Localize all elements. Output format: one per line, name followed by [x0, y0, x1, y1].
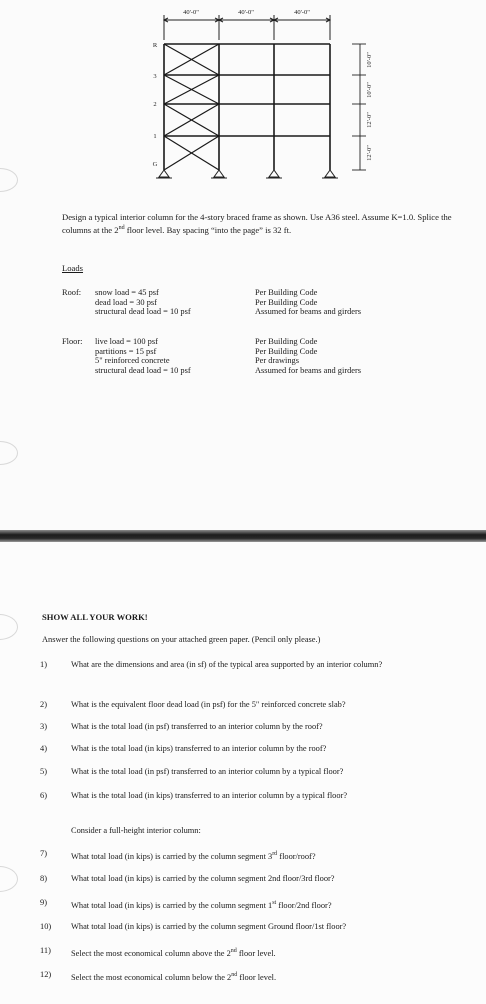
floor-load-items: [95, 337, 191, 375]
x-bracing: [164, 44, 219, 170]
load-source: Per Building Code: [255, 297, 318, 307]
question-text: What is the total load (in psf) transferred to an interior column by the roof?: [71, 722, 323, 731]
story-height-label: 12'-0": [366, 145, 373, 161]
question-number: 5): [40, 767, 47, 776]
roof-load-items: [95, 288, 191, 317]
question-text: What total load (in kips) is carried by the column segment 1st floor/2nd floor?: [71, 900, 332, 910]
load-item: partitions = 15 psf: [95, 346, 157, 356]
level-label: 1: [153, 133, 157, 140]
question-text: What total load (in kips) is carried by the column segment 3rd floor/roof?: [71, 851, 316, 861]
question-text: What total load (in kips) is carried by the column segment Ground floor/1st floor?: [71, 922, 347, 931]
floor-loads: [62, 337, 462, 379]
load-item: live load = 100 psf: [95, 337, 158, 346]
question-number: 2): [40, 700, 47, 709]
question-text: What is the total load (in kips) transferred to an interior column by a typical floor?: [71, 791, 348, 800]
question-text: What is the equivalent floor dead load (in psf) for the 5" reinforced concrete slab?: [71, 700, 346, 709]
question-number: 6): [40, 791, 47, 800]
floor-load-sources: [255, 337, 362, 375]
load-item: 5" reinforced concrete: [95, 356, 170, 366]
question-number: 12): [40, 970, 52, 979]
bay-label: 40'-0": [294, 9, 310, 16]
problem-statement: Design a typical interior column for the 4-story braced frame as shown. Use A36 steel. Assume K=1.0. Splice the columns at the 2nd floor level. Bay spacing “into the page” is 32 ft.: [62, 212, 452, 235]
pin-supports: [156, 170, 338, 178]
level-label: 3: [153, 73, 157, 80]
question-number: 4): [40, 744, 47, 753]
question-number: 3): [40, 722, 47, 731]
page-divider: [0, 530, 486, 542]
loads-heading: Loads: [62, 263, 84, 273]
question-number: 10): [40, 922, 52, 931]
load-source: Per Building Code: [255, 346, 318, 356]
floor-label: Floor:: [62, 337, 83, 346]
question-text: What are the dimensions and area (in sf) of the typical area supported by an interior column?: [71, 660, 383, 669]
scan-mark: [0, 614, 18, 640]
load-item: structural dead load = 10 psf: [95, 365, 191, 375]
scan-mark: [0, 441, 18, 465]
bay-label: 40'-0": [238, 9, 254, 16]
load-source: Assumed for beams and girders: [255, 365, 362, 375]
load-item: snow load = 45 psf: [95, 288, 159, 297]
question-text: What is the total load (in psf) transferred to an interior column by a typical floor?: [71, 767, 344, 776]
scan-mark: [0, 866, 18, 892]
load-source: Per Building Code: [255, 337, 318, 346]
level-label: 2: [153, 101, 157, 108]
story-height-label: 12'-0": [366, 112, 373, 128]
bay-label: 40'-0": [183, 9, 199, 16]
roof-loads: [62, 288, 462, 320]
show-work-heading: SHOW ALL YOUR WORK!: [42, 612, 148, 622]
load-source: Per drawings: [255, 356, 299, 366]
question-text: What total load (in kips) is carried by the column segment 2nd floor/3rd floor?: [71, 874, 335, 883]
load-source: Per Building Code: [255, 288, 318, 297]
question-text: Select the most economical column above the 2nd floor level.: [71, 948, 276, 958]
load-item: structural dead load = 10 psf: [95, 307, 191, 317]
story-height-label: 10'-0": [366, 82, 373, 98]
question-text: What is the total load (in kips) transferred to an interior column by the roof?: [71, 744, 327, 753]
braced-frame-figure: [0, 0, 486, 200]
consider-note: Consider a full-height interior column:: [71, 826, 201, 835]
level-label: G: [152, 161, 158, 168]
load-source: Assumed for beams and girders: [255, 307, 362, 317]
story-height-label: 10'-0": [366, 52, 373, 68]
question-number: 9): [40, 898, 47, 907]
question-number: 8): [40, 874, 47, 883]
question-number: 1): [40, 660, 47, 669]
question-number: 7): [40, 849, 47, 858]
roof-label: Roof:: [62, 288, 82, 297]
question-text: Select the most economical column below the 2nd floor level.: [71, 972, 277, 982]
question-number: 11): [40, 946, 51, 955]
roof-load-sources: [255, 288, 362, 317]
load-item: dead load = 30 psf: [95, 297, 157, 307]
level-label: R: [152, 42, 158, 49]
instructions: Answer the following questions on your attached green paper. (Pencil only please.): [42, 635, 321, 644]
